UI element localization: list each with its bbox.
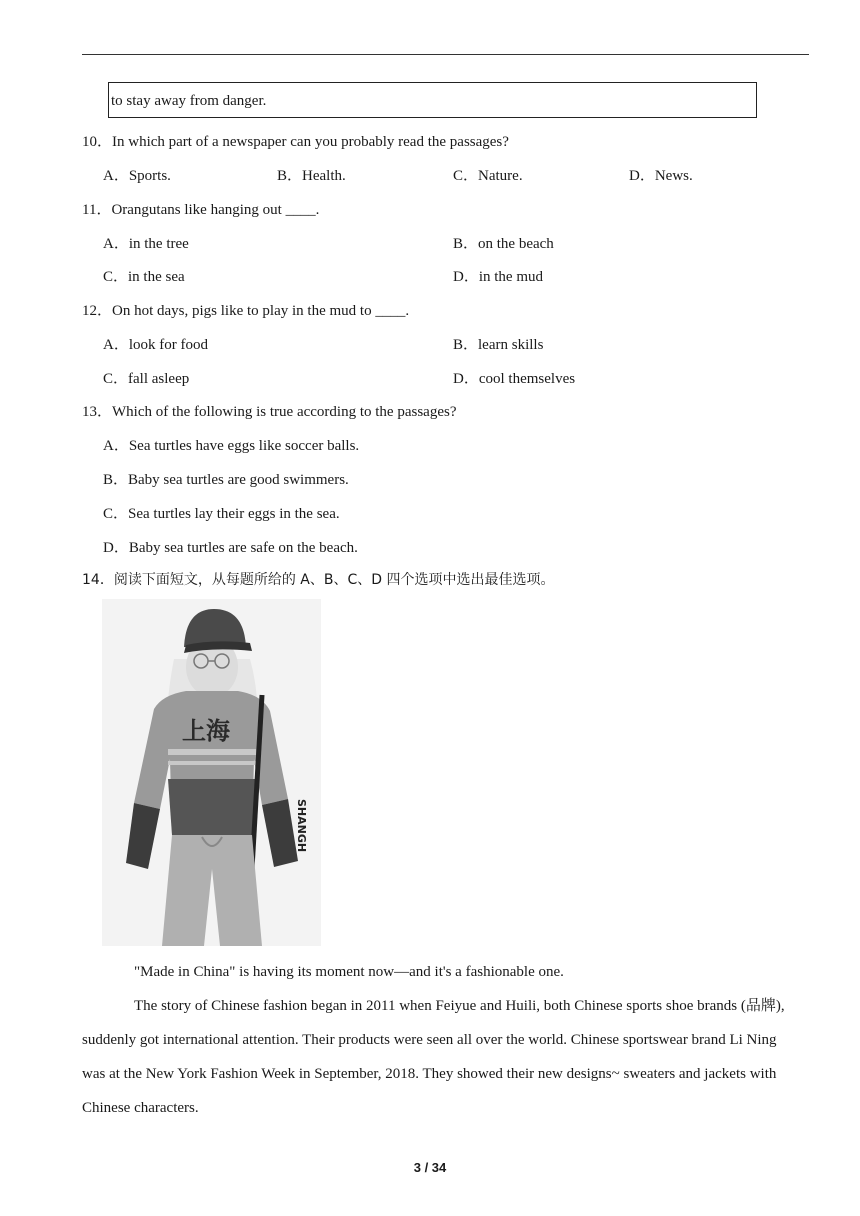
question-10-option-b: B．Health. <box>277 168 346 184</box>
question-10-stem: 10．In which part of a newspaper can you probably read the passages? <box>82 134 509 150</box>
question-12-option-c: C．fall asleep <box>103 371 190 387</box>
question-11-option-a: A．in the tree <box>103 236 189 252</box>
header-rule <box>82 54 809 55</box>
page-number: 3 / 34 <box>413 1160 447 1175</box>
boxed-text-content: to stay away from danger. <box>111 93 267 109</box>
question-12-option-d: D．cool themselves <box>453 371 576 387</box>
question-14-instruction: 14．阅读下面短文，从每题所给的 A、B、C、D 四个选项中选出最佳选项。 <box>82 572 555 588</box>
question-12-stem: 12．On hot days, pigs like to play in the mud to ____. <box>82 303 410 319</box>
question-13-stem: 13．Which of the following is true according to the passages? <box>82 404 457 420</box>
question-11-stem: 11．Orangutans like hanging out ____. <box>82 202 320 218</box>
question-10-option-c: C．Nature. <box>453 168 523 184</box>
question-10-option-a: A．Sports. <box>103 168 171 184</box>
question-11-option-b: B．on the beach <box>453 236 554 252</box>
question-12-option-b: B．learn skills <box>453 337 544 353</box>
passage-paragraph-1: "Made in China" is having its moment now—and it's a fashionable one. <box>134 964 564 980</box>
boxed-text <box>108 82 757 118</box>
question-13-option-c: C．Sea turtles lay their eggs in the sea. <box>103 506 340 522</box>
question-13-option-a: A．Sea turtles have eggs like soccer balls. <box>103 438 360 454</box>
question-11-option-c: C．in the sea <box>103 269 185 285</box>
question-10-option-d: D．News. <box>629 168 693 184</box>
passage-paragraph-2: The story of Chinese fashion began in 2011 when Feiyue and Huili, both Chinese sports shoe brands (品牌), suddenly got international attention. Their products were seen all over the world. Chinese sportswear brand Li Ning was at the New York Fashion Week in September, 2018. They showed their new designs~ sweaters and jackets with Chinese characters. <box>82 998 785 1116</box>
sleeve-text: SHANGH <box>295 799 308 853</box>
question-11-option-d: D．in the mud <box>453 269 543 285</box>
fashion-model-photo <box>102 599 321 946</box>
shirt-characters: 上海 <box>182 717 230 745</box>
question-12-option-a: A．look for food <box>103 337 208 353</box>
question-13-option-b: B．Baby sea turtles are good swimmers. <box>103 472 349 488</box>
question-13-option-d: D．Baby sea turtles are safe on the beach. <box>103 540 358 556</box>
